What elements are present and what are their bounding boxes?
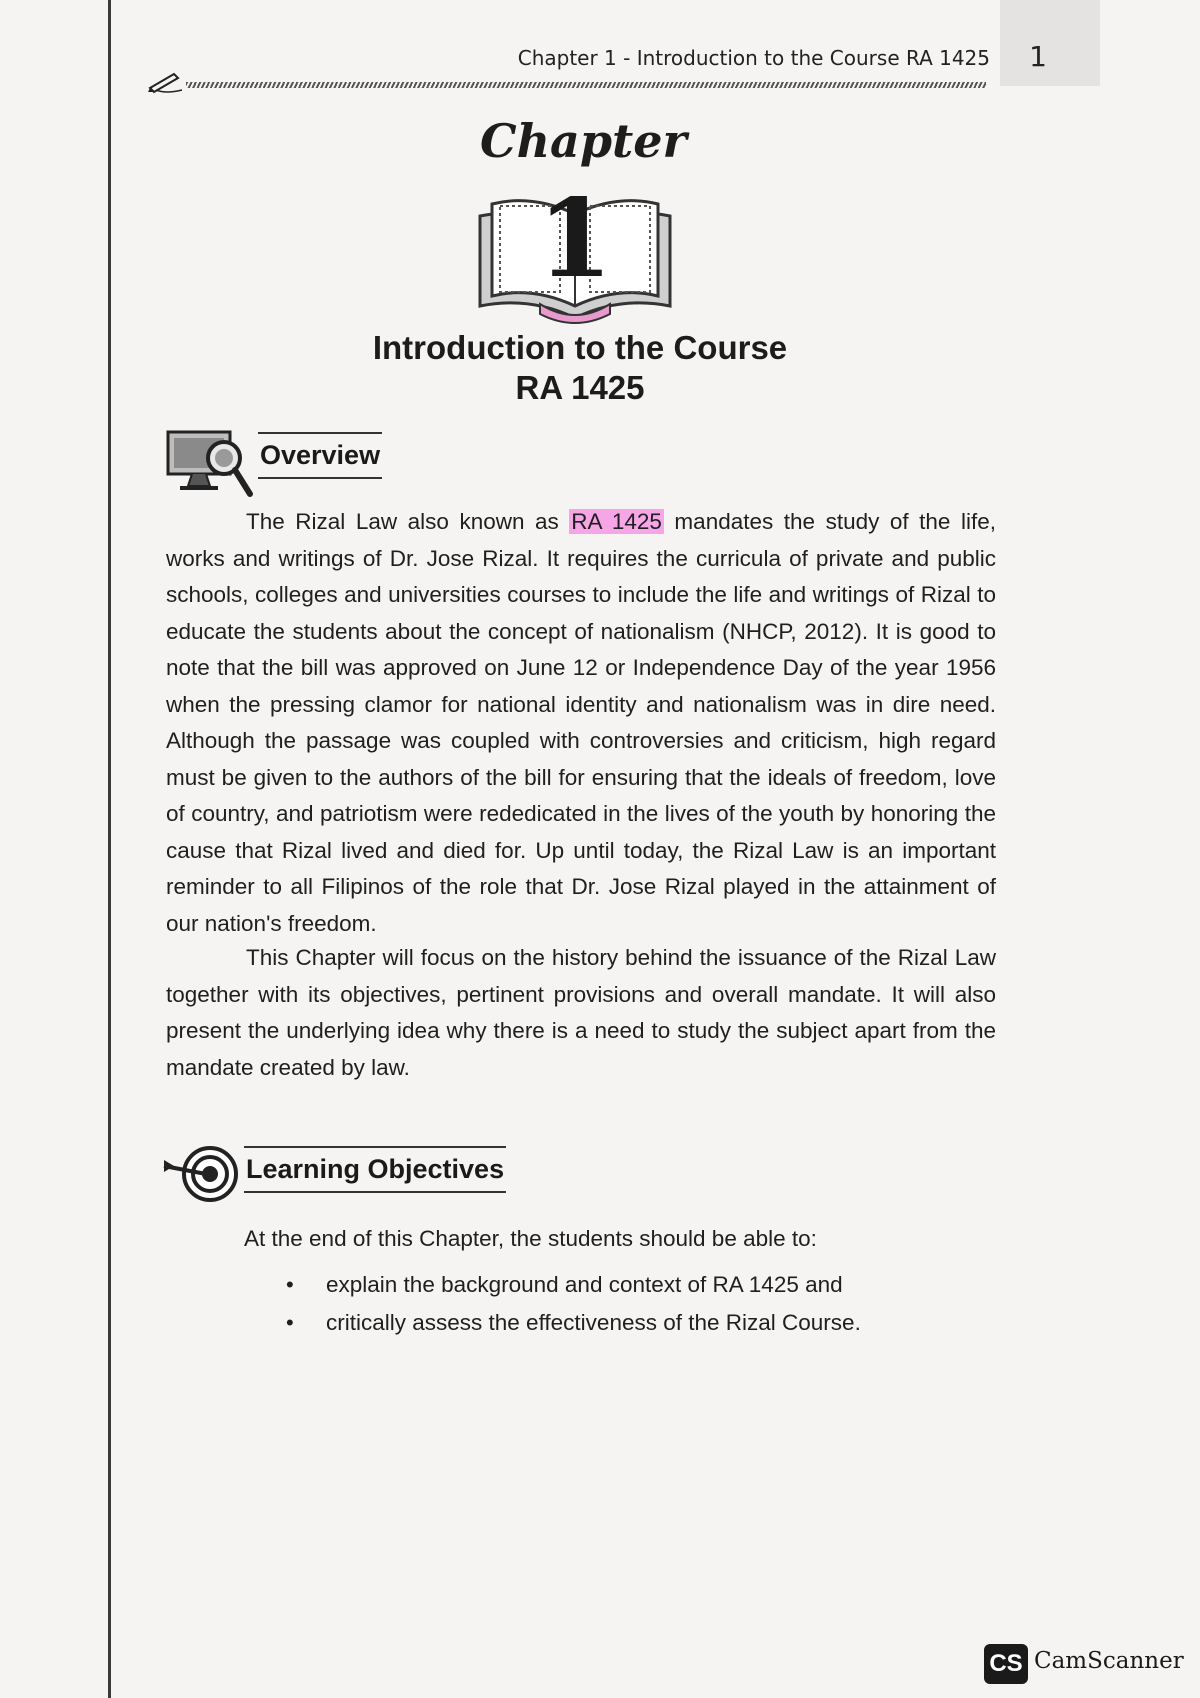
list-item: • critically assess the effectiveness of the Rizal Course. — [286, 1304, 1006, 1342]
overview-paragraph-1 — [166, 504, 996, 942]
chapter-title — [300, 328, 860, 408]
chapter-number: 1 — [537, 176, 613, 302]
chapter-title-line1: Introduction to the Course — [372, 329, 788, 366]
overview-text-start: The Rizal Law also known as — [246, 509, 570, 534]
overview-paragraph-2 — [166, 940, 996, 1086]
learning-objectives-list — [286, 1266, 1006, 1342]
list-item: • explain the background and context of RA 1425 and — [286, 1266, 1006, 1304]
camscanner-logo: CS — [984, 1644, 1028, 1684]
chapter-title-line2: RA 1425 — [515, 369, 645, 406]
overview-heading: Overview — [258, 432, 382, 479]
highlighted-ra-1425: RA 1425 — [571, 509, 662, 534]
monitor-magnifier-icon — [166, 428, 256, 500]
overview-text-rest: mandates the study of the life, works and writings of Dr. Jose Rizal. It requires the curricula of private and public schools, colleges and universities courses to include the life and writings of Rizal to educate the students about the concept of nationalism (NHCP, 2012). It is good to note that the bill was approved on June 12 or Independence Day of the year 1956 when the pressing clamor for national identity and nationalism was in dire need. Although the passage was coupled with controversies and criticism, high regard must be given to the authors of the bill for ensuring that the ideals of freedom, love of country, and patriotism were rededicated in the lives of the youth by honoring the cause that Rizal lived and died for. Up until today, the Rizal Law is an important reminder to all Filipinos of the role that Dr. Jose Rizal played in the attainment of our nation's freedom. — [166, 509, 996, 936]
page-number: 1 — [1029, 40, 1047, 73]
running-header: Chapter 1 - Introduction to the Course RA 1425 — [517, 46, 990, 70]
target-arrow-icon — [162, 1144, 240, 1204]
overview-paragraph-2-text: This Chapter will focus on the history behind the issuance of the Rizal Law together with its objectives, pertinent provisions and overall mandate. It will also present the underlying idea why there is a need to study the subject apart from the mandate created by law. — [166, 945, 996, 1080]
header-rule — [186, 82, 986, 88]
pen-icon — [146, 70, 186, 94]
binding-edge — [108, 0, 111, 1698]
learning-objectives-intro: At the end of this Chapter, the students should be able to: — [244, 1226, 817, 1251]
camscanner-brand: CamScanner — [1034, 1648, 1184, 1674]
chapter-label: Chapter — [480, 114, 687, 168]
learning-objectives-heading: Learning Objectives — [244, 1146, 506, 1193]
